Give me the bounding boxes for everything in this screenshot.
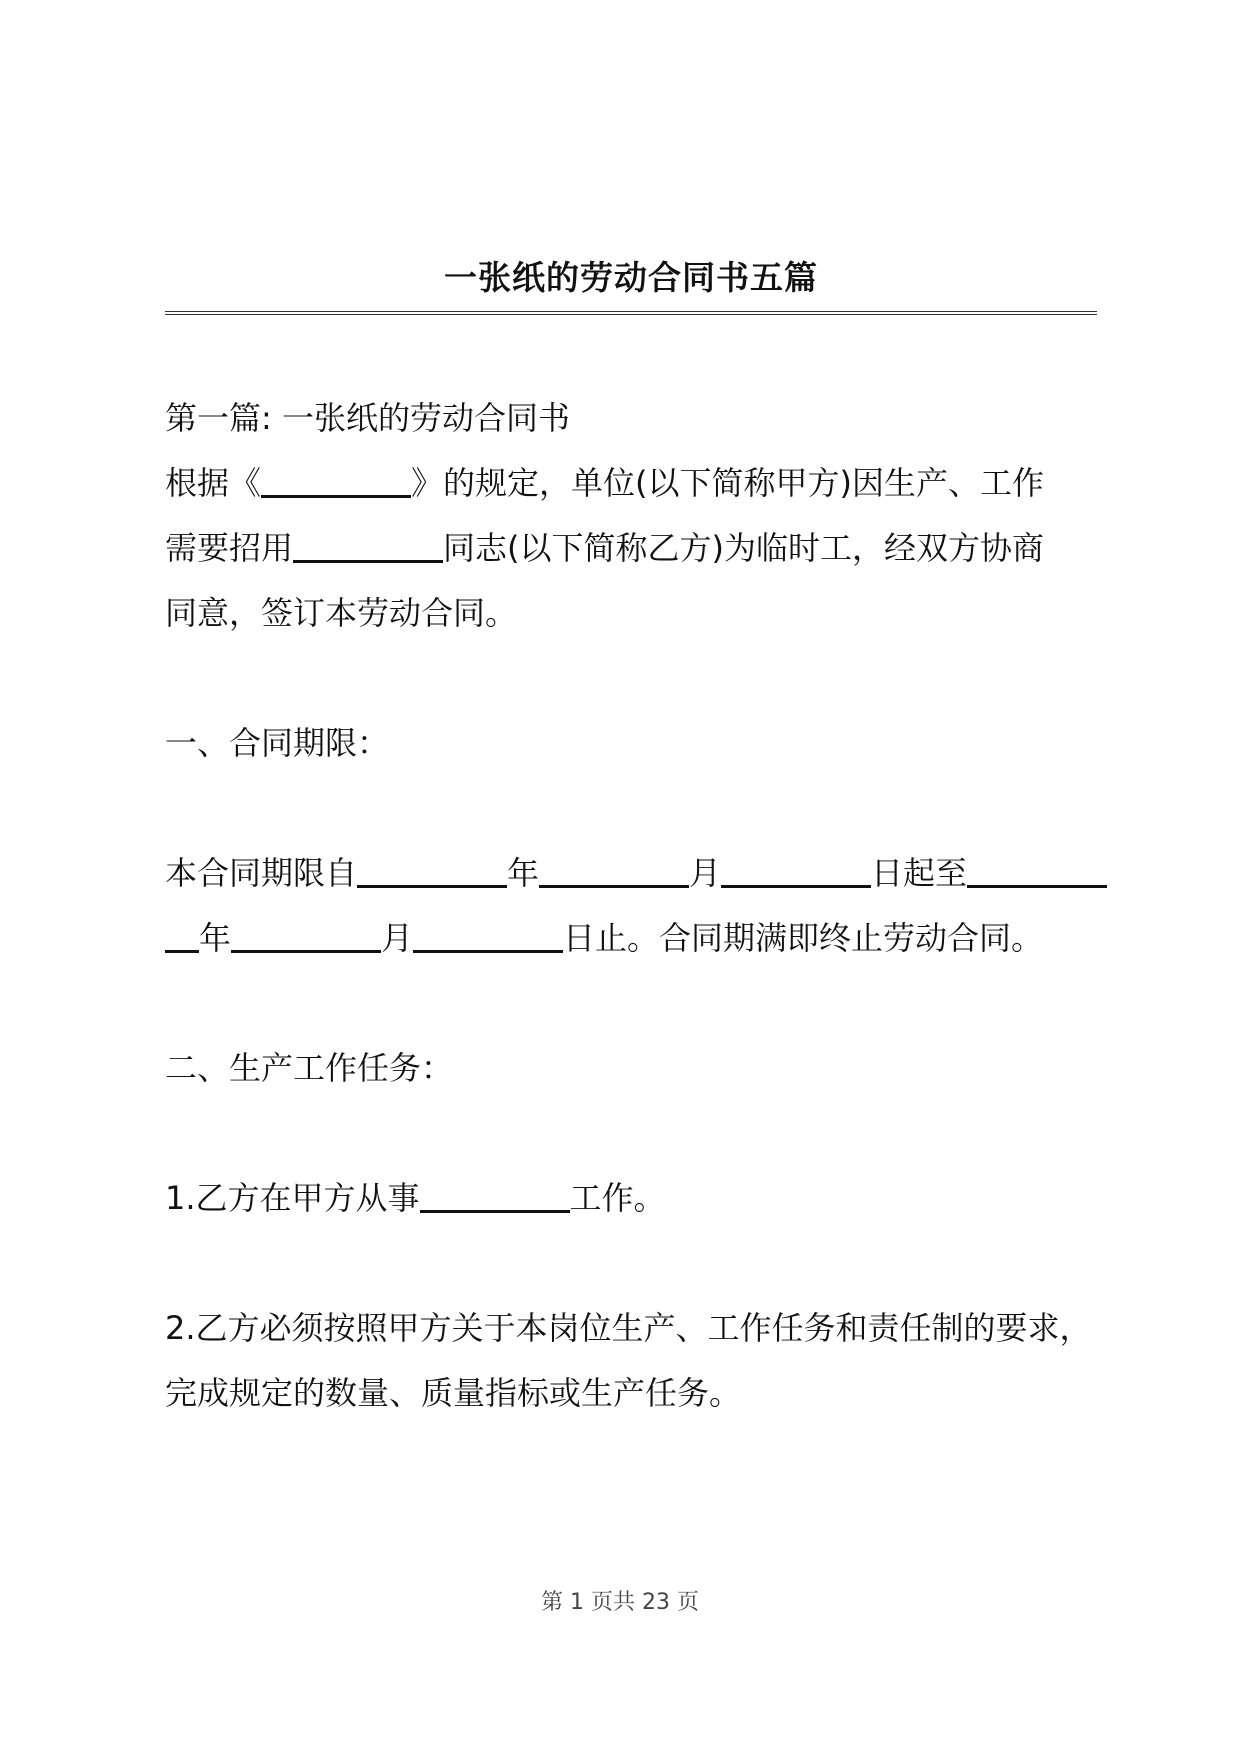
clause-2-item-2-line-1: 2.乙方必须按照甲方关于本岗位生产、工作任务和责任制的要求， [165,1309,1092,1347]
term-line-1 [165,841,1155,906]
term-text: 日起至 [871,854,968,892]
job-type-blank [420,1178,570,1213]
term-line-2 [165,906,1155,971]
term-text: 年 [199,919,232,957]
intro-text: 》的规定，单位(以下简称甲方)因生产、工作 [411,464,1044,502]
end-day-blank [413,918,563,953]
term-text: 月 [689,854,722,892]
intro-line-1 [165,451,1155,516]
item-text: 1.乙方在甲方从事 [165,1179,420,1217]
term-text: 日止。合同期满即终止劳动合同。 [563,919,1044,957]
start-month-blank [539,853,689,888]
intro-text: 根据《 [165,464,262,502]
law-name-blank [261,463,411,498]
intro-text: 需要招用 [165,529,294,567]
clause-2-heading: 二、生产工作任务： [165,1049,454,1087]
clause-2-item-1 [165,1166,1155,1231]
intro-line-3: 同意，签订本劳动合同。 [165,594,518,632]
title-double-rule [165,311,1097,315]
employee-name-blank [293,528,443,563]
clause-1-heading: 一、合同期限： [165,724,390,762]
end-year-blank [967,853,1107,888]
term-text: 年 [507,854,540,892]
end-month-blank [231,918,381,953]
start-year-blank [357,853,507,888]
term-text: 本合同期限自 [165,854,358,892]
end-year-blank-continued [165,918,199,953]
page-number-footer: 第 1 页共 23 页 [541,1590,699,1615]
intro-line-2 [165,516,1155,581]
section-heading: 第一篇: 一张纸的劳动合同书 [165,399,570,437]
document-title: 一张纸的劳动合同书五篇 [444,258,818,297]
start-day-blank [721,853,871,888]
term-text: 月 [381,919,414,957]
item-text: 工作。 [569,1179,666,1217]
intro-text: 同志(以下简称乙方)为临时工，经双方协商 [443,529,1044,567]
clause-2-item-2-line-2: 完成规定的数量、质量指标或生产任务。 [165,1374,742,1412]
